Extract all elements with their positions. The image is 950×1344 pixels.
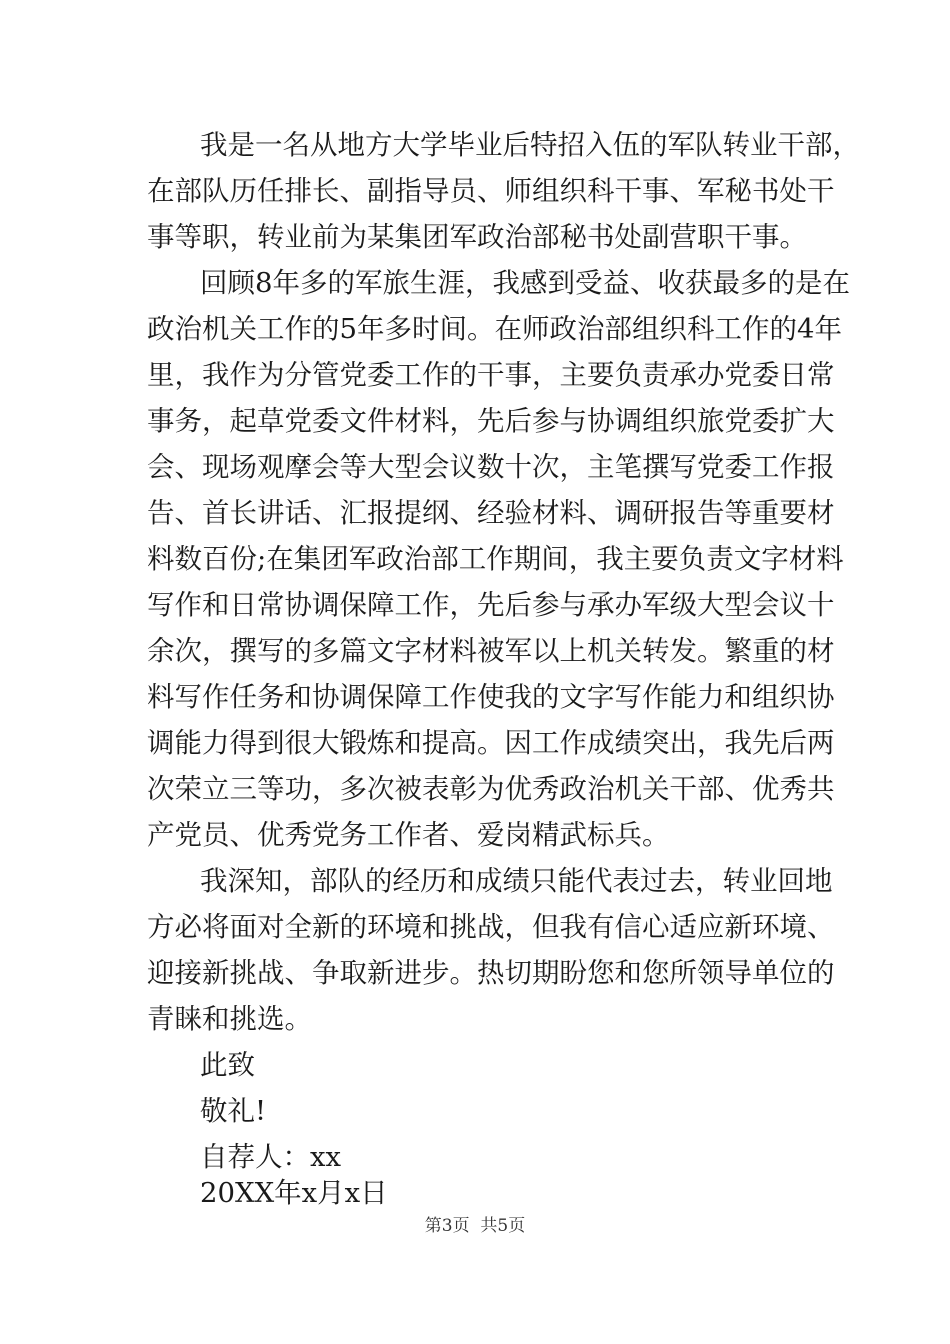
paragraph-2-line-10: 料写作任务和协调保障工作使我的文字写作能力和组织协 <box>147 681 835 713</box>
paragraph-2-line-2: 政治机关工作的5年多时间。在师政治部组织科工作的4年 <box>147 313 842 345</box>
paragraph-3-line-3: 迎接新挑战、争取新进步。热切期盼您和您所领导单位的 <box>147 957 835 989</box>
closing-salutation: 此致 <box>200 1049 255 1081</box>
paragraph-3-line-2: 方必将面对全新的环境和挑战，但我有信心适应新环境、 <box>147 911 835 943</box>
paragraph-3-line-1: 我深知，部队的经历和成绩只能代表过去，转业回地 <box>200 865 833 897</box>
paragraph-2-line-1: 回顾8年多的军旅生涯，我感到受益、收获最多的是在 <box>200 267 850 299</box>
paragraph-1-line-3: 事等职，转业前为某集团军政治部秘书处副营职干事。 <box>147 221 807 253</box>
paragraph-2-line-12: 次荣立三等功，多次被表彰为优秀政治机关干部、优秀共 <box>147 773 835 805</box>
paragraph-2-line-5: 会、现场观摩会等大型会议数十次，主笔撰写党委工作报 <box>147 451 835 483</box>
paragraph-1-line-1: 我是一名从地方大学毕业后特招入伍的军队转业干部， <box>200 129 860 161</box>
paragraph-2-line-9: 余次，撰写的多篇文字材料被军以上机关转发。繁重的材 <box>147 635 835 667</box>
date: 20XX年x月x日 <box>200 1177 388 1209</box>
paragraph-2-line-7: 料数百份;在集团军政治部工作期间，我主要负责文字材料 <box>147 543 844 575</box>
paragraph-2-line-3: 里，我作为分管党委工作的干事，主要负责承办党委日常 <box>147 359 835 391</box>
paragraph-1-line-2: 在部队历任排长、副指导员、师组织科干事、军秘书处干 <box>147 175 835 207</box>
paragraph-2-line-6: 告、首长讲话、汇报提纲、经验材料、调研报告等重要材 <box>147 497 835 529</box>
paragraph-3-line-4: 青睐和挑选。 <box>147 1003 312 1035</box>
closing-regards: 敬礼! <box>200 1095 267 1127</box>
paragraph-2-line-13: 产党员、优秀党务工作者、爱岗精武标兵。 <box>147 819 670 851</box>
paragraph-2-line-4: 事务，起草党委文件材料，先后参与协调组织旅党委扩大 <box>147 405 835 437</box>
paragraph-2-line-8: 写作和日常协调保障工作，先后参与承办军级大型会议十 <box>147 589 835 621</box>
paragraph-2-line-11: 调能力得到很大锻炼和提高。因工作成绩突出，我先后两 <box>147 727 835 759</box>
page-number: 第3页 共5页 <box>424 1216 526 1236</box>
page-footer <box>0 1214 950 1238</box>
signature: 自荐人：xx <box>200 1141 342 1173</box>
